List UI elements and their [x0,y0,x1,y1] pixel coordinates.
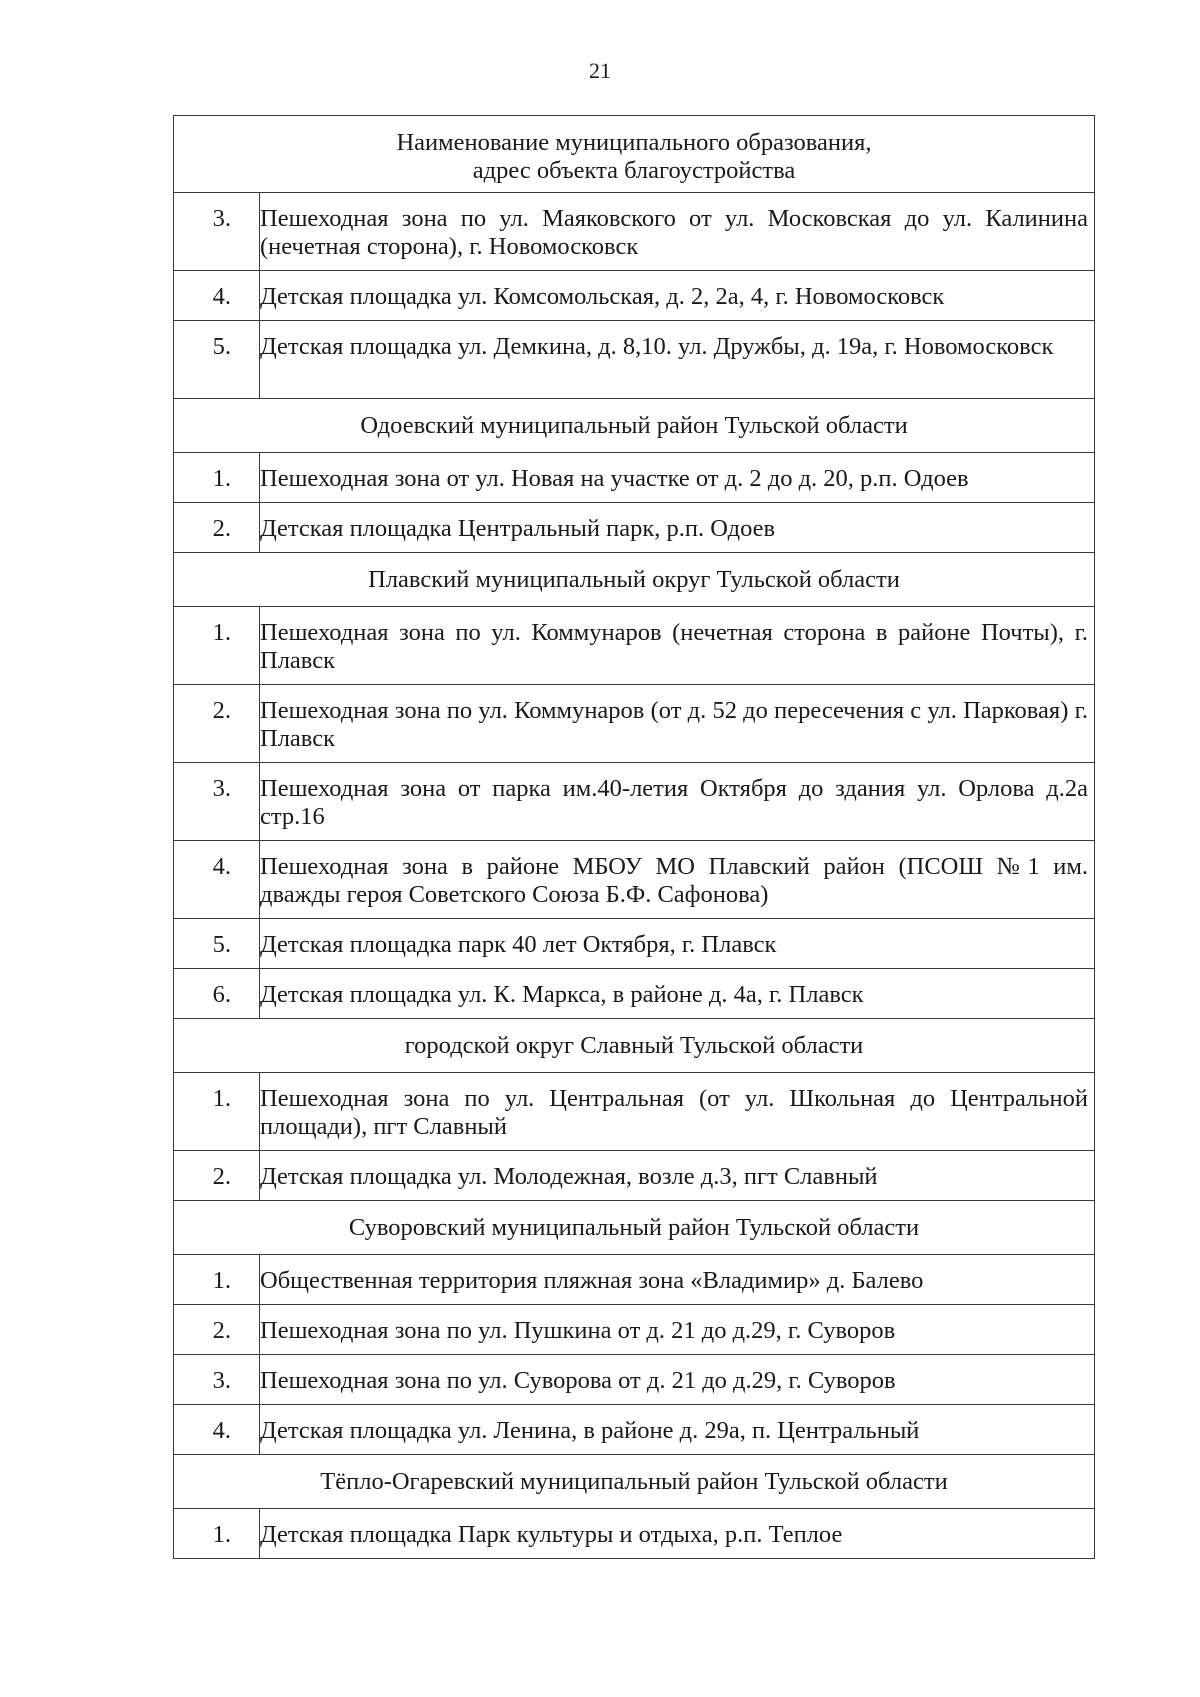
object-address: Пешеходная зона по ул. Центральная (от ул. Школьная до Центральной площади), пгт Славный [260,1073,1095,1151]
section-title: Тёпло-Огаревский муниципальный район Тульской области [174,1455,1095,1509]
objects-table [173,115,1095,1559]
row-number: 2. [174,685,260,763]
section-title: Суворовский муниципальный район Тульской области [174,1201,1095,1255]
table-row [174,841,1095,919]
object-address: Пешеходная зона по ул. Суворова от д. 21 до д.29, г. Суворов [260,1355,1095,1405]
table-row [174,685,1095,763]
object-address: Пешеходная зона по ул. Маяковского от ул. Московская до ул. Калинина (нечетная сторона), г. Новомосковск [260,193,1095,271]
table-row [174,1355,1095,1405]
row-number: 1. [174,1509,260,1559]
object-address: Детская площадка ул. Молодежная, возле д.3, пгт Славный [260,1151,1095,1201]
row-number: 2. [174,1305,260,1355]
page-number: 21 [589,58,611,83]
table-row [174,1255,1095,1305]
row-number: 1. [174,1255,260,1305]
row-number: 3. [174,193,260,271]
row-number: 1. [174,1073,260,1151]
object-address: Детская площадка ул. Комсомольская, д. 2, 2а, 4, г. Новомосковск [260,271,1095,321]
header-line: адрес объекта благоустройства [472,157,796,184]
table-body [174,116,1095,1559]
row-number: 1. [174,607,260,685]
object-address: Детская площадка Центральный парк, р.п. Одоев [260,503,1095,553]
object-address: Пешеходная зона в районе МБОУ МО Плавский район (ПСОШ №1 им. дважды героя Советского Союза Б.Ф. Сафонова) [260,841,1095,919]
table-row [174,271,1095,321]
row-number: 6. [174,969,260,1019]
object-address: Детская площадка Парк культуры и отдыха, р.п. Теплое [260,1509,1095,1559]
section-header-row [174,553,1095,607]
table-row [174,919,1095,969]
table-row [174,503,1095,553]
section-header-row [174,1201,1095,1255]
section-header-row [174,1455,1095,1509]
table-row [174,1073,1095,1151]
object-address: Детская площадка ул. Демкина, д. 8,10. ул. Дружбы, д. 19а, г. Новомосковск [260,321,1095,399]
row-number: 4. [174,271,260,321]
row-number: 3. [174,763,260,841]
section-header-row [174,399,1095,453]
row-number: 5. [174,321,260,399]
section-title: Плавский муниципальный округ Тульской области [174,553,1095,607]
table-row [174,1305,1095,1355]
row-number: 2. [174,1151,260,1201]
object-address: Общественная территория пляжная зона «Владимир» д. Балево [260,1255,1095,1305]
object-address: Детская площадка ул. Ленина, в районе д. 29а, п. Центральный [260,1405,1095,1455]
table-header-cell [174,116,1095,193]
object-address: Пешеходная зона по ул. Пушкина от д. 21 до д.29, г. Суворов [260,1305,1095,1355]
row-number: 1. [174,453,260,503]
header-line: Наименование муниципального образования, [396,129,872,156]
object-address: Пешеходная зона от ул. Новая на участке от д. 2 до д. 20, р.п. Одоев [260,453,1095,503]
section-header-row [174,1019,1095,1073]
object-address: Пешеходная зона по ул. Коммунаров (от д. 52 до пересечения с ул. Парковая) г. Плавск [260,685,1095,763]
object-address: Детская площадка парк 40 лет Октября, г. Плавск [260,919,1095,969]
table-row [174,1405,1095,1455]
object-address: Детская площадка ул. К. Маркса, в районе д. 4а, г. Плавск [260,969,1095,1019]
table-row [174,607,1095,685]
object-address: Пешеходная зона от парка им.40-летия Октября до здания ул. Орлова д.2а стр.16 [260,763,1095,841]
table-row [174,1151,1095,1201]
row-number: 4. [174,1405,260,1455]
row-number: 2. [174,503,260,553]
table-row [174,453,1095,503]
table-header-row [174,116,1095,193]
row-number: 5. [174,919,260,969]
row-number: 4. [174,841,260,919]
section-title: городской округ Славный Тульской области [174,1019,1095,1073]
table-row [174,321,1095,399]
table-row [174,763,1095,841]
section-title: Одоевский муниципальный район Тульской области [174,399,1095,453]
table-row [174,969,1095,1019]
row-number: 3. [174,1355,260,1405]
object-address: Пешеходная зона по ул. Коммунаров (нечетная сторона в районе Почты), г. Плавск [260,607,1095,685]
table-row [174,1509,1095,1559]
table-row [174,193,1095,271]
